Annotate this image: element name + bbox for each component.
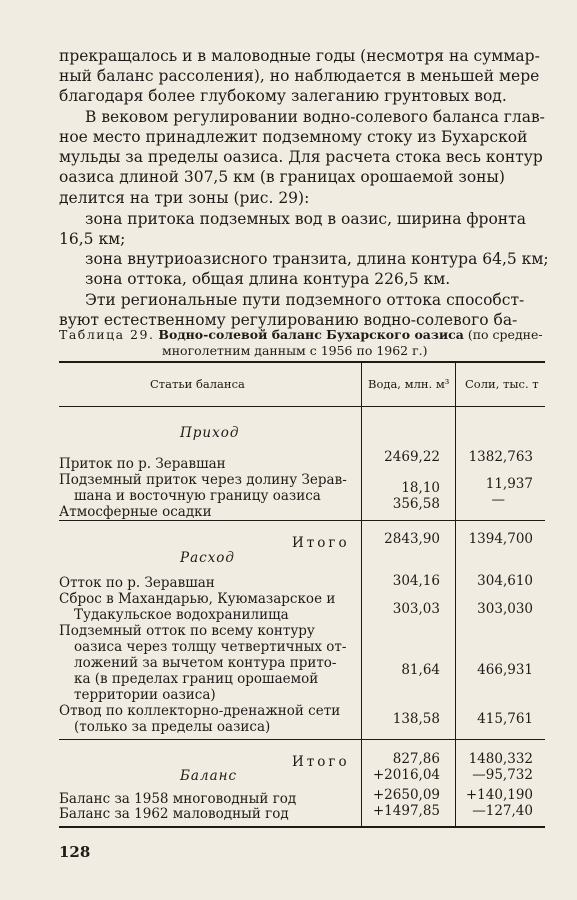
water-value: 81,64	[401, 662, 440, 678]
row-label: территории оазиса)	[74, 687, 216, 703]
year-balance-label: Баланс за 1958 многоводный год	[59, 791, 297, 807]
section-outflow-heading: Расход	[180, 550, 235, 566]
page-number: 128	[59, 843, 91, 861]
water-value: 304,16	[392, 573, 440, 589]
income-total-label: Итого	[292, 535, 350, 551]
text-line: зона внутриоазисного транзита, длина контура 64,5 км;	[85, 250, 549, 268]
salt-value: 303,030	[477, 601, 533, 617]
outflow-total-salt: 1480,332	[468, 751, 533, 767]
header-rule	[59, 406, 545, 407]
year-balance-water: +1497,85	[372, 803, 440, 819]
water-value: 138,58	[392, 711, 440, 727]
water-value: 303,03	[392, 601, 440, 617]
text-line: ный баланс рассоления), но наблюдается в меньшей мере	[59, 67, 540, 85]
section-rule	[59, 520, 545, 521]
row-label: оазиса через толщу четвертичных от-	[74, 639, 347, 655]
water-value: 2469,22	[384, 449, 440, 465]
salt-value: 1382,763	[468, 449, 533, 465]
header-salt: Соли, тыс. т	[465, 377, 539, 391]
row-label: ложений за вычетом контура прито-	[74, 655, 337, 671]
text-line: зона притока подземных вод в оазис, ширина фронта	[85, 210, 526, 228]
row-label: Отвод по коллекторно-дренажной сети	[59, 703, 341, 719]
row-label: Отток по р. Зеравшан	[59, 575, 215, 591]
row-label: Приток по р. Зеравшан	[59, 456, 226, 472]
salt-value: 415,761	[477, 711, 533, 727]
header-water: Вода, млн. м³	[368, 377, 450, 391]
text-line: ное место принадлежит подземному стоку из Бухарской	[59, 128, 528, 146]
row-label: Тудакульское водохранилища	[74, 607, 289, 623]
column-divider	[455, 363, 456, 826]
salt-value: 466,931	[477, 662, 533, 678]
text-line: оазиса длиной 307,5 км (в границах орошаемой зоны)	[59, 168, 505, 186]
outflow-total-water: 827,86	[392, 751, 440, 767]
balance-salt: —95,732	[472, 767, 533, 783]
text-line: В вековом регулировании водно-солевого баланса глав-	[85, 108, 545, 126]
year-balance-water: +2650,09	[372, 787, 440, 803]
outflow-total-label: Итого	[292, 754, 350, 770]
table-number: Таблица 29.	[59, 327, 155, 342]
header-items: Статьи баланса	[150, 377, 245, 391]
table-top-rule	[59, 361, 545, 363]
income-total-salt: 1394,700	[468, 531, 533, 547]
salt-value: —	[491, 492, 505, 508]
text-line: благодаря более глубокому залеганию грунтовых вод.	[59, 87, 507, 105]
income-total-water: 2843,90	[384, 531, 440, 547]
year-balance-salt: +140,190	[465, 787, 533, 803]
year-balance-salt: —127,40	[472, 803, 533, 819]
row-label: шана и восточную границу оазиса	[74, 488, 321, 504]
section-income-heading: Приход	[180, 425, 240, 441]
salt-value: 304,610	[477, 573, 533, 589]
text-line: зона оттока, общая длина контура 226,5 км.	[85, 270, 451, 288]
water-value: 356,58	[392, 496, 440, 512]
table-subtitle: (по средне-	[467, 327, 543, 342]
text-line: Эти региональные пути подземного оттока способст-	[85, 291, 525, 309]
year-balance-label: Баланс за 1962 маловодный год	[59, 806, 289, 822]
row-label: Подземный приток через долину Зерав-	[59, 472, 347, 488]
row-label: Атмосферные осадки	[59, 504, 212, 520]
column-divider	[361, 363, 362, 826]
water-value: 18,10	[401, 480, 440, 496]
salt-value: 11,937	[485, 476, 533, 492]
section-rule	[59, 739, 545, 740]
row-label: Сброс в Махандарью, Куюмазарское и	[59, 591, 336, 607]
row-label: Подземный отток по всему контуру	[59, 623, 315, 639]
row-label: ка (в пределах границ орошаемой	[74, 671, 319, 687]
text-line: 16,5 км;	[59, 230, 126, 248]
section-balance-heading: Баланс	[180, 768, 238, 784]
text-line: прекращалось и в маловодные годы (несмотря на суммар-	[59, 47, 540, 65]
row-label: (только за пределы оазиса)	[74, 719, 271, 735]
table-bottom-rule	[59, 826, 545, 828]
balance-water: +2016,04	[372, 767, 440, 783]
table-subtitle-cont: многолетним данным с 1956 по 1962 г.)	[162, 343, 428, 358]
text-line: мульды за пределы оазиса. Для расчета стока весь контур	[59, 148, 543, 166]
text-line: делится на три зоны (рис. 29):	[59, 189, 310, 207]
table-title: Водно-солевой баланс Бухарского оазиса	[158, 327, 464, 342]
text-line: вуют естественному регулированию водно-солевого ба-	[59, 311, 518, 329]
